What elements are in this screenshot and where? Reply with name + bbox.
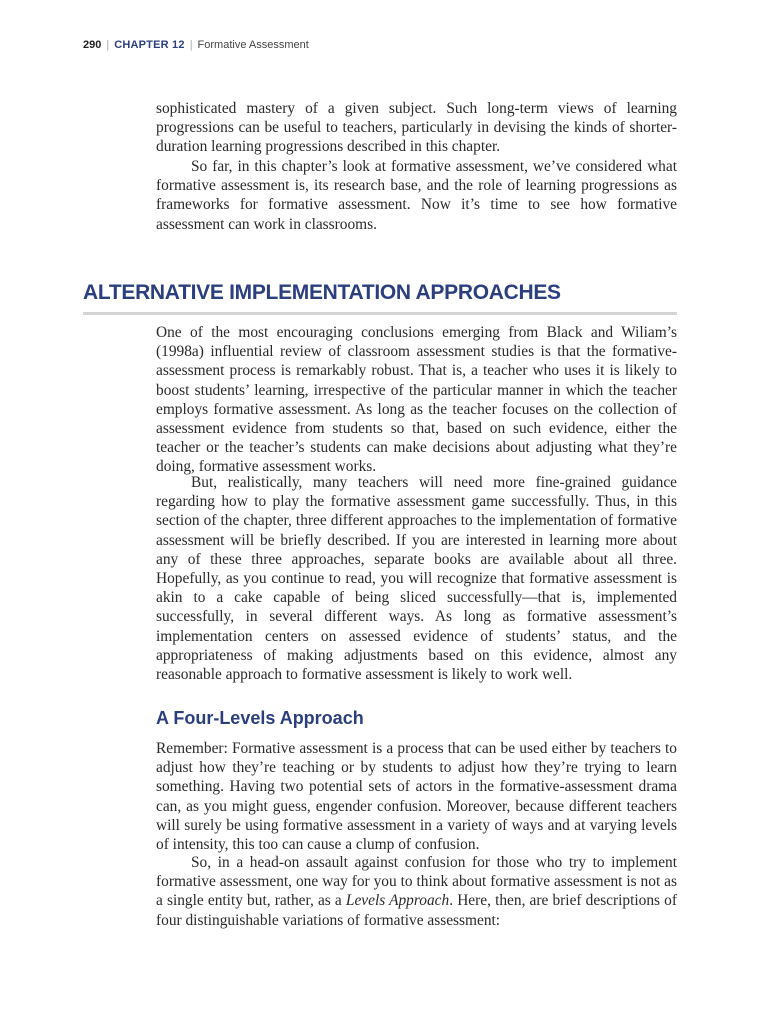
header-divider: |: [106, 39, 110, 51]
page-number: 290: [83, 39, 102, 51]
chapter-label: CHAPTER 12: [114, 39, 185, 51]
section-label: Formative Assessment: [197, 39, 309, 51]
running-head: [83, 37, 309, 53]
section-paragraph-1: One of the most encouraging conclusions emerging from Black and Wiliam’s (1998a) influential review of classroom assessment studies is that the formative-assessment process is remarkably robust. That is, a teacher who uses it is likely to boost students’ learning, irrespective of the particular manner in which the teacher employs formative assessment. As long as the teacher focuses on the collection of assessment evidence from students so that, based on such evidence, either the teacher or the teacher’s students can make decisions about adjusting what they’re doing, formative assessment works.: [156, 324, 677, 476]
section-paragraph-2: But, realistically, many teachers will need more fine-grained guidance regarding how to play the formative assessment game successfully. Thus, in this section of the chapter, three different approaches to the implementation of formative assessment will be briefly described. If you are interested in learning more about any of these three approaches, separate books are available about all three. Hopefully, as you continue to read, you will recognize that formative assessment is akin to a cake capable of being sliced successfully—that is, implemented successfully, in several different ways. As long as formative assessment’s implementation centers on assessed evidence of students’ status, and the appropriateness of making adjustments based on this evidence, almost any reasonable approach to formative assessment is likely to work well.: [156, 474, 677, 684]
paragraph-text-end: . Here, then, are brief descriptions of four distinguishable variations of formative assessment:: [156, 892, 678, 929]
paragraph-text-start: So, in a head-on assault against confusion for those who try to implement formative assessment, one way for you to think about formative assessment is not as a single entity but, rather, as a: [156, 854, 677, 910]
header-divider: |: [189, 39, 193, 51]
subsection-paragraph-1: Remember: Formative assessment is a process that can be used either by teachers to adjust how they’re teaching or by students to adjust how they’re trying to learn something. Having two potential sets of actors in the formative-assessment drama can, as you might guess, engender confusion. Moreover, because different teachers will surely be using formative assessment in a variety of ways and at varying levels of intensity, this too can cause a clump of confusion.: [156, 740, 677, 854]
subsection-heading: A Four-Levels Approach: [156, 708, 364, 728]
levels-approach-term: Levels Approach: [345, 892, 450, 910]
intro-paragraph-1: sophisticated mastery of a given subject. Such long-term views of learning progressions can be useful to teachers, particularly in devising the kinds of shorter-duration learning progressions described in this chapter.: [156, 100, 677, 156]
section-heading: ALTERNATIVE IMPLEMENTATION APPROACHES: [83, 280, 677, 315]
intro-paragraph-2: So far, in this chapter’s look at formative assessment, we’ve considered what formative assessment is, its research base, and the role of learning progressions as frameworks for formative assessment. Now it’s time to see how formative assessment can work in classrooms.: [156, 158, 677, 233]
subsection-paragraph-2: [156, 853, 677, 930]
